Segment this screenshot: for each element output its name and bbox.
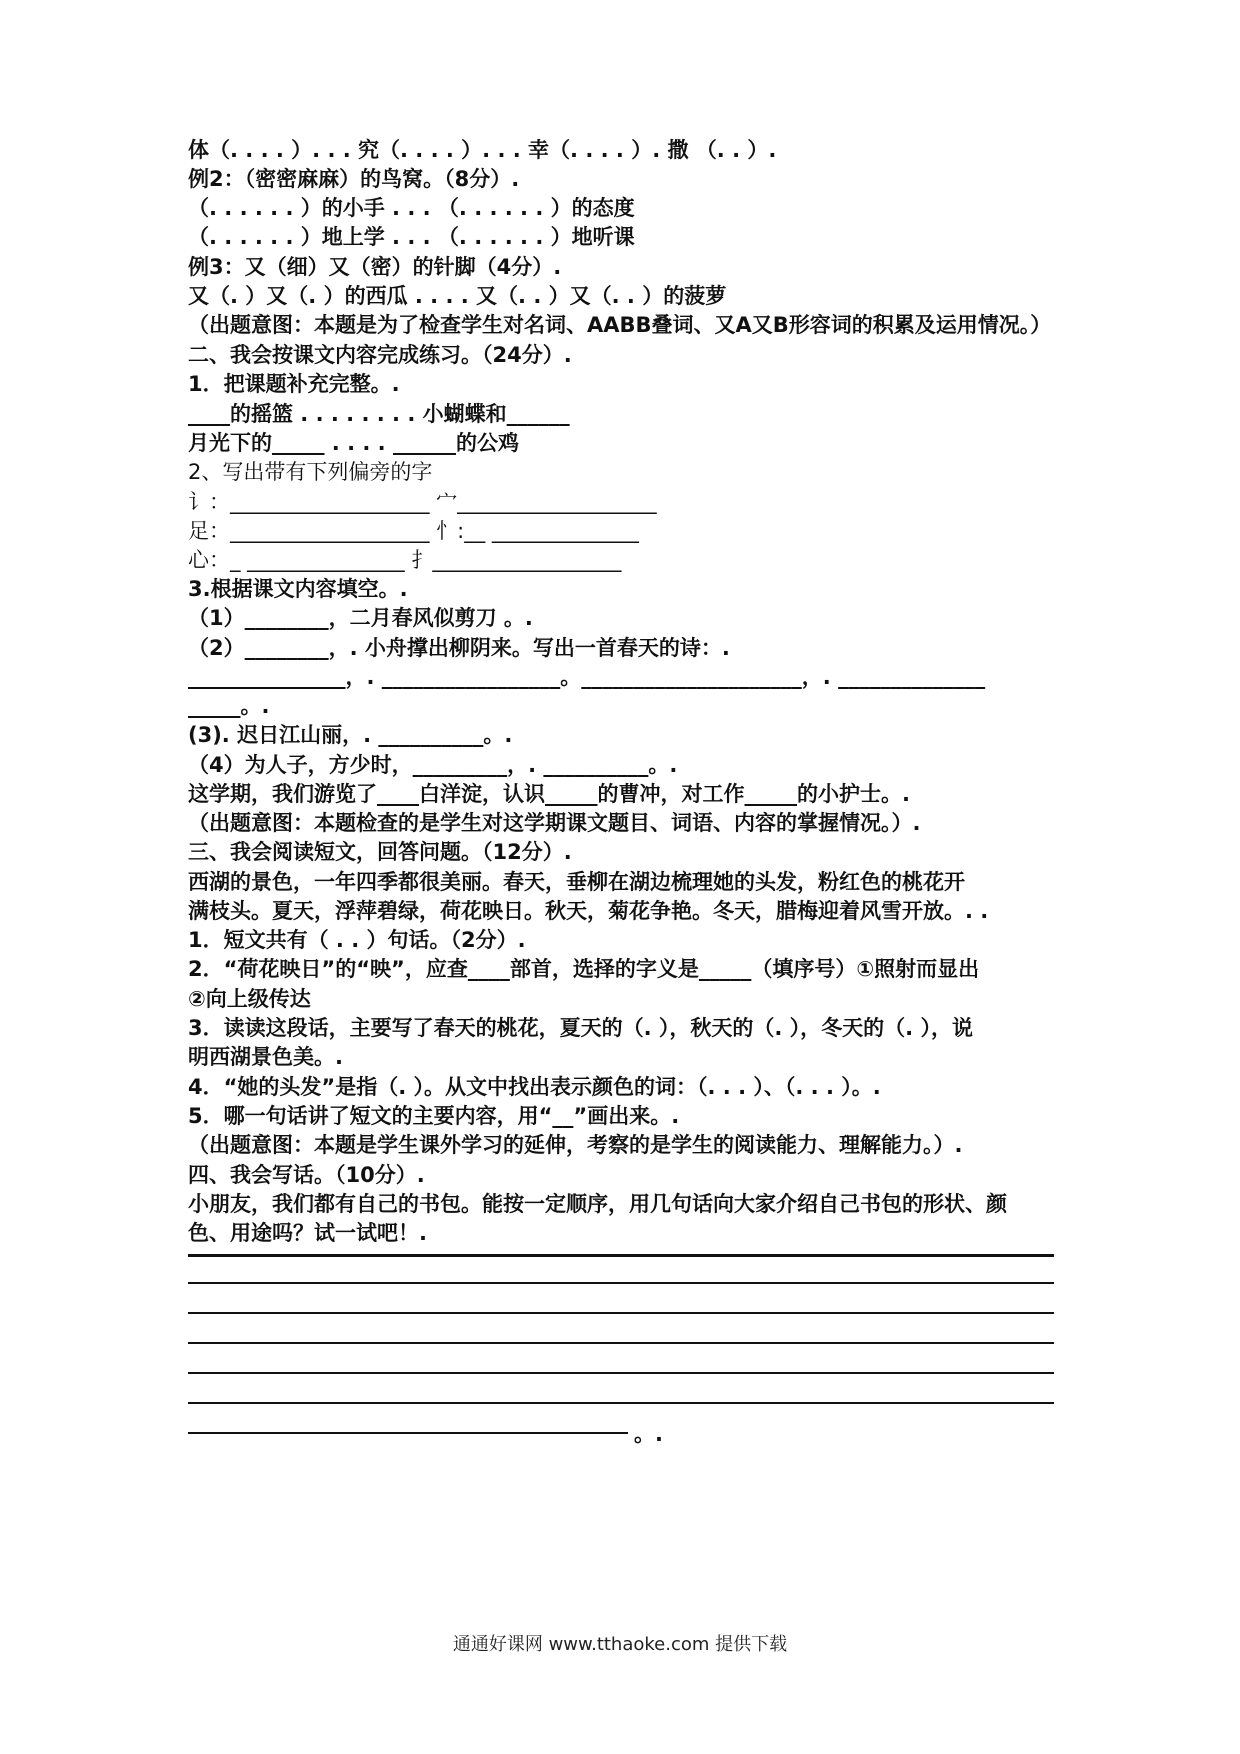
line-09: 1．把课题补充完整。. — [188, 372, 400, 396]
line-34: 5．哪一句话讲了短文的主要内容，用“__”画出来。. — [188, 1104, 680, 1128]
line-01: 体（. . . . ）. . . 究（. . . . ）. . . 幸（. . . . ）. 撒 （. . ）. — [188, 138, 777, 162]
line-13: 讠：___________________ 宀___________________ — [188, 490, 657, 514]
line-32: 明西湖景色美。. — [188, 1045, 343, 1069]
line-30: ②向上级传达 — [188, 987, 311, 1011]
line-14: 足：___________________ 忄:__ ______________ — [188, 519, 639, 543]
line-31: 3．读读这段话，主要写了春天的桃花，夏天的（. ），秋天的（. ），冬天的（. ），说 — [188, 1016, 973, 1040]
line-06: 又（. ）又（. ）的西瓜 . . . . 又（. . ）又（. . ）的菠萝 — [188, 284, 727, 308]
writing-rule-2 — [188, 1282, 1054, 1284]
line-18: （2）________，. 小舟撑出柳阴来。写出一首春天的诗：. — [188, 636, 730, 660]
footer-source: 通通好课网 www.tthaoke.com 提供下载 — [452, 1634, 788, 1655]
writing-rule-7 — [188, 1432, 628, 1434]
writing-rule-1 — [188, 1254, 1054, 1257]
line-20: _____。. — [188, 694, 270, 718]
line-25: 三、我会阅读短文，回答问题。（12分）. — [188, 840, 572, 864]
line-38: 色、用途吗？试一试吧！. — [188, 1221, 427, 1245]
line-12: 2、写出带有下列偏旁的字 — [188, 460, 433, 484]
line-15: 心：_ _______________ 扌__________________ — [188, 548, 622, 572]
line-24: （出题意图：本题检查的是学生对这学期课文题目、词语、内容的掌握情况。）. — [188, 811, 921, 835]
line-21: (3). 迟日江山丽，. __________。. — [188, 723, 513, 747]
line-02: 例2：（密密麻麻）的鸟窝。（8分）. — [188, 167, 520, 191]
line-16: 3.根据课文内容填空。. — [188, 577, 408, 601]
writing-rule-5 — [188, 1372, 1054, 1374]
line-07: （出题意图：本题是为了检查学生对名词、AABB叠词、又A又B形容词的积累及运用情况。） — [188, 313, 1052, 337]
line-04: （. . . . . . ）地上学 . . . （. . . . . . ）地听课 — [188, 225, 635, 249]
line-28: 1．短文共有（ . . ）句话。（2分）. — [188, 928, 526, 952]
line-35: （出题意图：本题是学生课外学习的延伸，考察的是学生的阅读能力、理解能力。）. — [188, 1133, 963, 1157]
line-26: 西湖的景色，一年四季都很美丽。春天，垂柳在湖边梳理她的头发，粉红色的桃花开 — [188, 870, 965, 894]
line-10: ____的摇篮 . . . . . . . . 小蝴蝶和______ — [188, 402, 570, 426]
line-03: （. . . . . . ）的小手 . . . （. . . . . . ）的态度 — [188, 196, 635, 220]
writing-rule-3 — [188, 1312, 1054, 1314]
line-33: 4．“她的头发”是指（. ）。从文中找出表示颜色的词：（. . . ）、（. . . ）。. — [188, 1075, 881, 1099]
line-29: 2．“荷花映日”的“映”，应查____部首，选择的字义是_____（填序号）①照射而显出 — [188, 957, 980, 981]
line-11: 月光下的_____ . . . . ______的公鸡 — [188, 431, 519, 455]
line-08: 二、我会按课文内容完成练习。（24分）. — [188, 343, 572, 367]
line-36: 四、我会写话。（10分）. — [188, 1163, 425, 1187]
line-05: 例3：又（细）又（密）的针脚（4分）. — [188, 255, 562, 279]
line-27: 满枝头。夏天，浮萍碧绿，荷花映日。秋天，菊花争艳。冬天，腊梅迎着风雪开放。. . — [188, 899, 989, 923]
writing-rule-4 — [188, 1342, 1054, 1344]
line-19: _______________，. _________________。_____________________，. ______________ — [188, 665, 986, 689]
line-23: 这学期，我们游览了____白洋淀，认识_____的曹冲，对工作_____的小护士。. — [188, 782, 910, 806]
last-blank-end: 。. — [634, 1422, 663, 1446]
line-37: 小朋友，我们都有自己的书包。能按一定顺序，用几句话向大家介绍自己书包的形状、颜 — [188, 1192, 1007, 1216]
line-22: （4）为人子，方少时，_________，. __________。. — [188, 753, 678, 777]
writing-rule-6 — [188, 1402, 1054, 1404]
line-17: （1）________，二月春风似剪刀 。. — [188, 606, 533, 630]
